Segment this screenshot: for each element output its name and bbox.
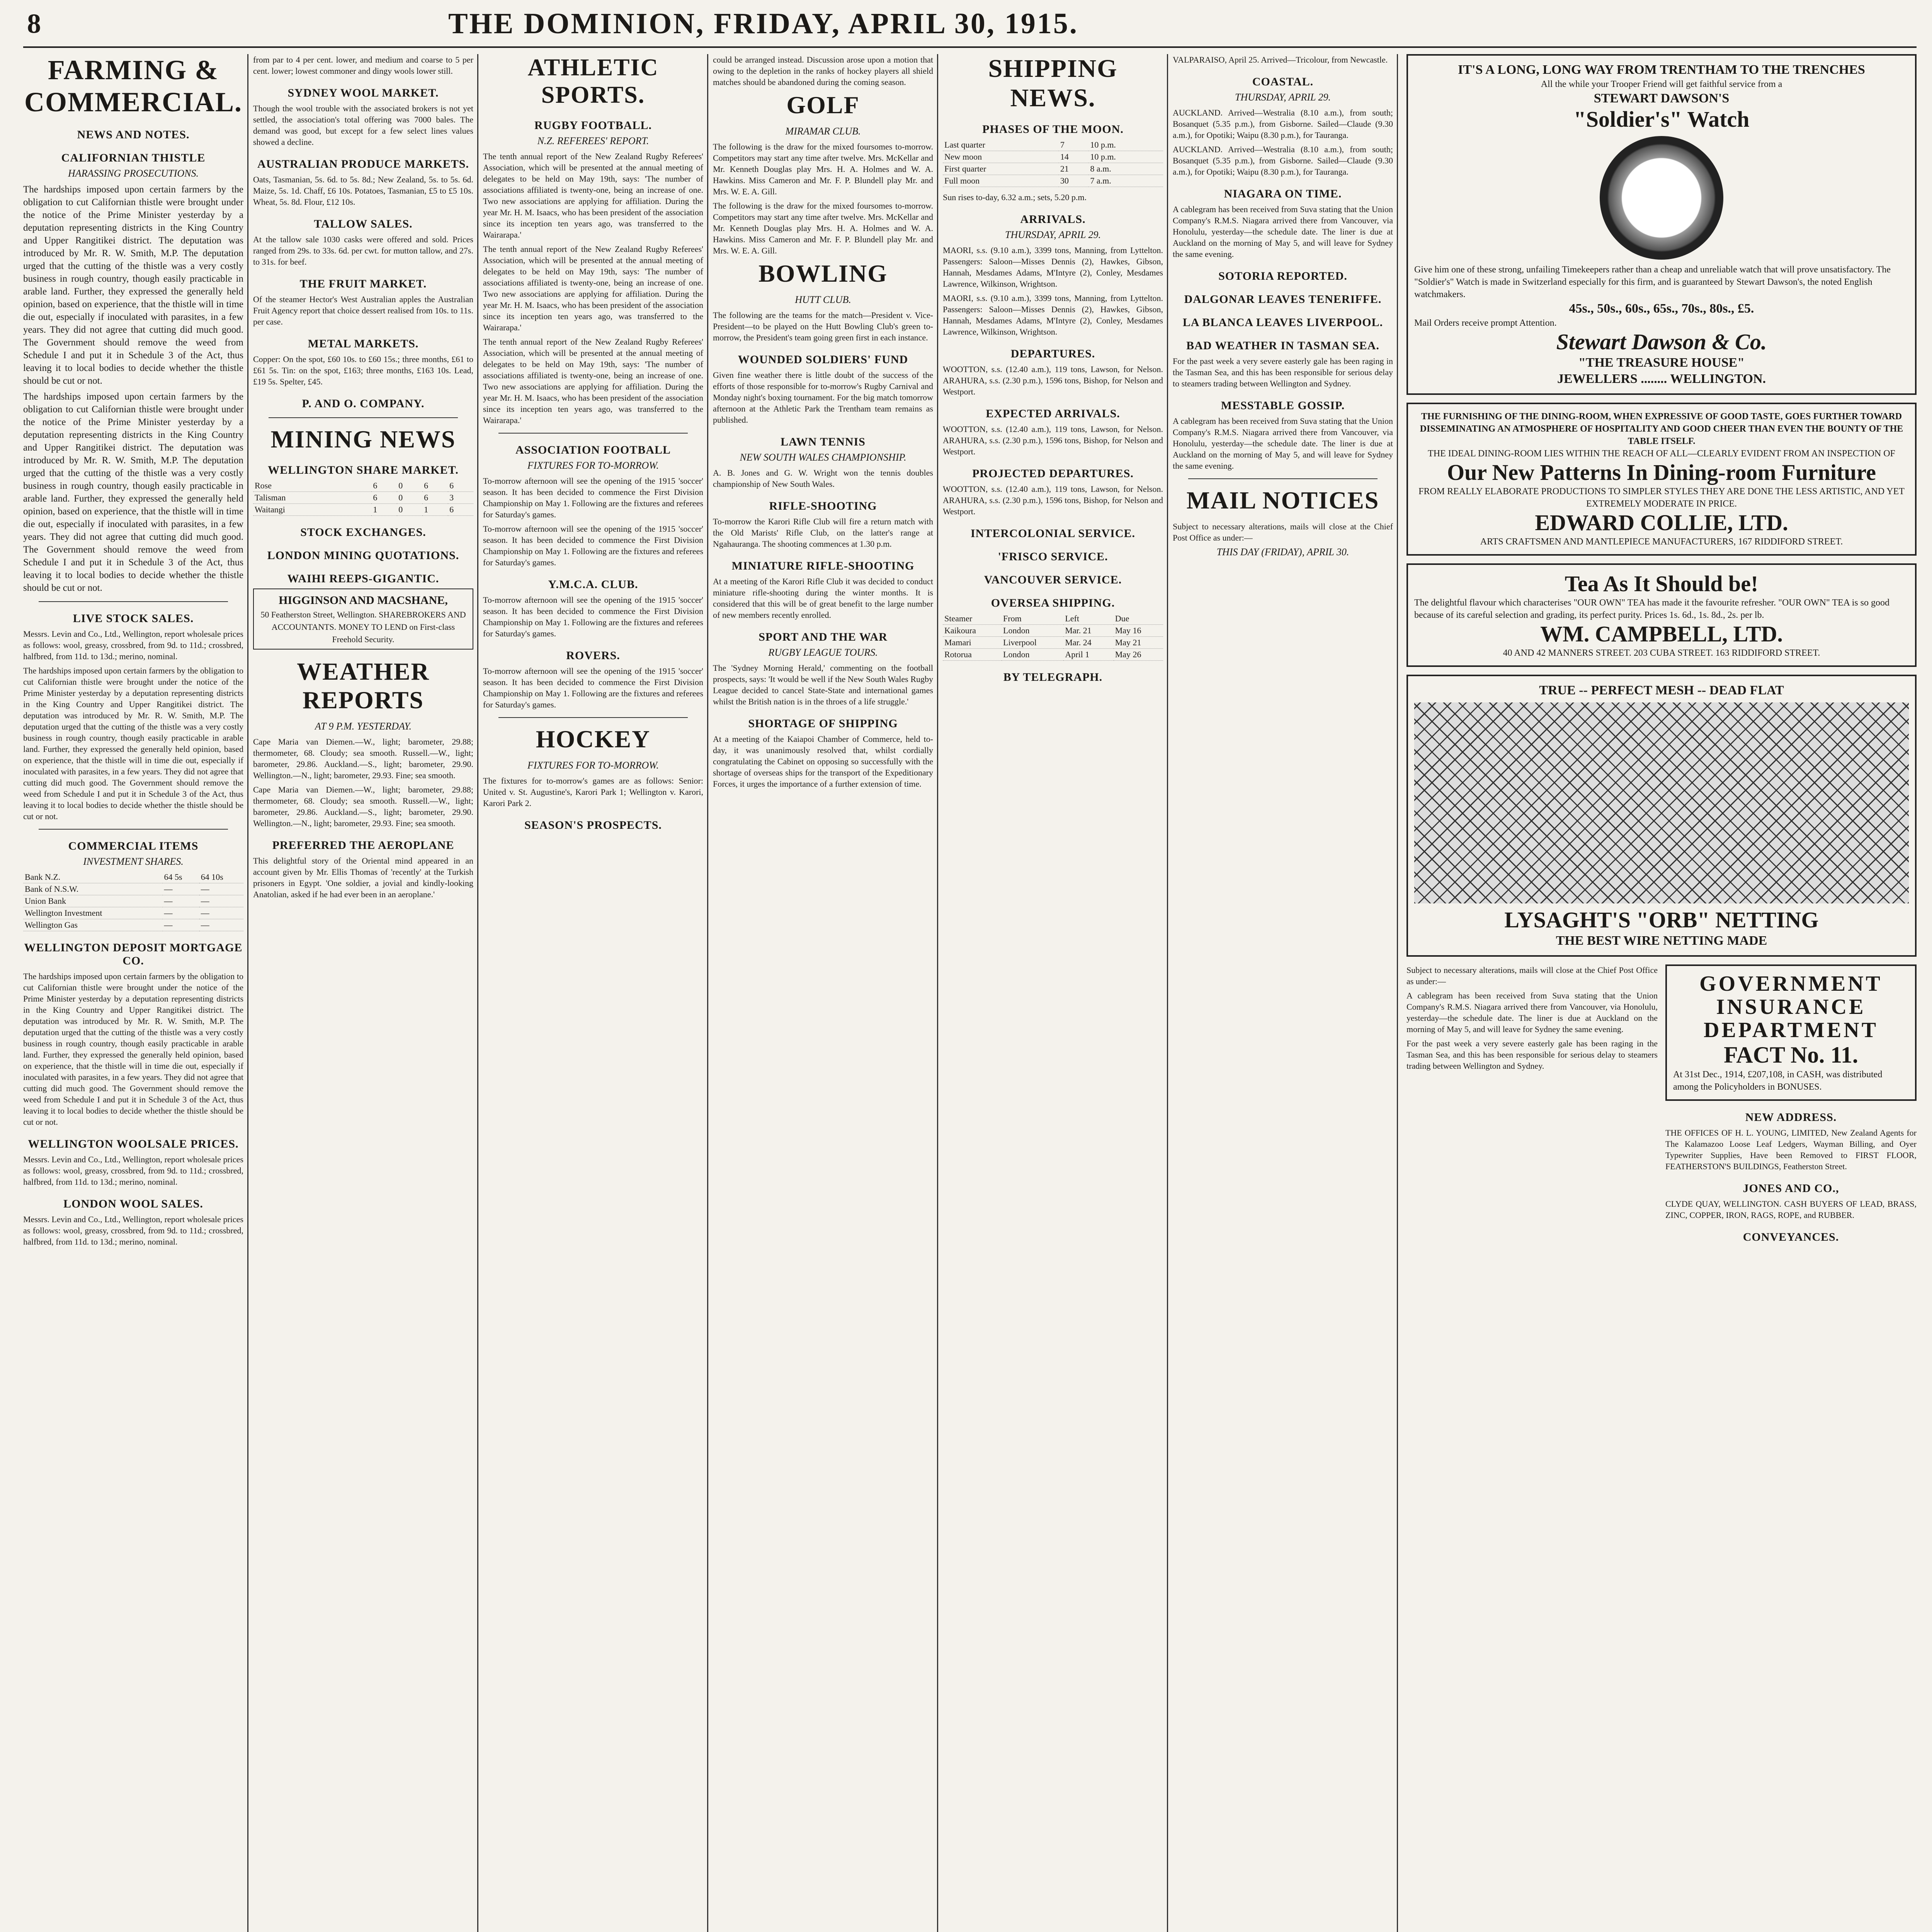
sport-war-subheading: RUGBY LEAGUE TOURS.: [768, 647, 878, 658]
table-cell: 64 10s: [199, 871, 243, 883]
share-row: [23, 883, 243, 895]
table-cell: Last quarter: [943, 139, 1059, 151]
table-cell: 6: [371, 480, 397, 492]
london-mining-heading: LONDON MINING QUOTATIONS.: [267, 549, 459, 562]
overseas-row: [943, 625, 1163, 637]
table-cell: —: [163, 895, 199, 907]
table-cell: 1: [422, 504, 448, 516]
table-cell: Mamari: [943, 637, 1002, 649]
table-cell: May 26: [1114, 649, 1163, 661]
column-rule: [707, 54, 708, 1932]
expected-arrivals-body: WOOTTON, s.s. (12.40 a.m.), 119 tons, Lawson, for Nelson. ARAHURA, s.s. (2.30 p.m.), 1596 tons, Bishop, for Nelson and Westport.: [943, 424, 1163, 456]
table-cell: April 1: [1063, 649, 1113, 661]
arrivals-body: MAORI, s.s. (9.10 a.m.), 3399 tons, Manning, from Lyttelton. Passengers: Saloon—Misses Dennis (2), Hawkes, Gibson, Hannah, Mesdames Adams, M'Intyre (2), Conley, Mesdames Lawrence, Wilkinson, Wrightson.: [943, 245, 1163, 289]
commercial-heading: COMMERCIAL ITEMS: [68, 840, 199, 852]
campbell-name: WM. CAMPBELL, LTD.: [1540, 621, 1783, 646]
dalgonar-heading: DALGONAR LEAVES TENERIFFE.: [1184, 293, 1382, 306]
london-wool-heading: LONDON WOOL SALES.: [63, 1197, 203, 1210]
new-address-body: THE OFFICES OF H. L. YOUNG, LIMITED, New Zealand Agents for The Kalamazoo Loose Leaf Ledgers, Wayman Billing, and Oyer Typewriter Supplies, Have been Removed to FIRST FLOOR, FEATHERSTON'S BUILDINGS, Featherston Street.: [1665, 1128, 1917, 1171]
messtable-heading: MESSTABLE GOSSIP.: [1221, 399, 1345, 412]
metal-markets-heading: METAL MARKETS.: [308, 337, 419, 350]
edward-collie-name: EDWARD COLLIE, LTD.: [1535, 510, 1788, 535]
table-cell: 3: [448, 492, 473, 504]
share-row: [23, 895, 243, 907]
bowling-body: The following are the teams for the match—President v. Vice-President—to be played on the Hutt Bowling Club's green to-morrow, the President's team going green first in each instance.: [713, 310, 933, 342]
column-shipping-cont: [1173, 54, 1393, 1932]
watch-ad-mail-orders: Mail Orders receive prompt Attention.: [1414, 318, 1557, 328]
furniture-ad-body: FROM REALLY ELABORATE PRODUCTIONS TO SIMPLER STYLES THEY ARE DONE THE LESS ARTISTIC, AND YET EXTREMELY MODERATE IN PRICE.: [1418, 486, 1905, 509]
hockey-title: HOCKEY: [536, 725, 651, 753]
table-cell: 7 a.m.: [1088, 175, 1163, 187]
column-adverts: [1406, 54, 1917, 1932]
column-shipping: [943, 54, 1163, 1932]
telegraph-heading: BY TELEGRAPH.: [1003, 671, 1103, 684]
hockey-body: The fixtures for to-morrow's games are as follows: Senior: United v. St. Augustine's, Karori Park 1; Wellington v. Karori, Karori Park 2.: [483, 776, 703, 808]
table-cell: Liverpool: [1002, 637, 1063, 649]
furniture-ad-headline: THE FURNISHING OF THE DINING-ROOM, WHEN EXPRESSIVE OF GOOD TASTE, GOES FURTHER TOWARD DISSEMINATING AN ATMOSPHERE OF HOSPITALITY AND GOOD CHEER THAN EVEN THE BOUNTY OF THE TABLE ITSELF.: [1420, 412, 1903, 446]
live-stock-heading: LIVE STOCK SALES.: [73, 612, 194, 625]
table-cell: Left: [1063, 613, 1113, 625]
mining-row: [253, 492, 473, 504]
blanca-heading: LA BLANCA LEAVES LIVERPOOL.: [1182, 316, 1383, 329]
metal-markets-body: Copper: On the spot, £60 10s. to £60 15s.; three months, £61 to £61 5s. Tin: on the spot, £163; three months, £163 10s. Lead, £19 5s. Spelter, £45.: [253, 354, 473, 386]
bowling-title: BOWLING: [758, 260, 888, 287]
shares-table: [23, 871, 243, 931]
lower-left-column: [1406, 964, 1658, 1247]
golf-title: GOLF: [786, 91, 860, 119]
aeroplane-body: This delightful story of the Oriental mind appeared in an account given by Mr. Ellis Thomas of 'recently' at the Turkish prisoners in Egypt. 'One soldier, a jovial and kindly-looking Anatolian, asked if he had ever been in an aeroplane.': [253, 856, 473, 899]
table-cell: 6: [448, 504, 473, 516]
section-title-athletic: ATHLETIC SPORTS.: [527, 54, 659, 108]
lysaght-netting-advert: [1406, 675, 1917, 957]
table-cell: May 16: [1114, 625, 1163, 637]
coastal-body: AUCKLAND. Arrived—Westralia (8.10 a.m.), from south; Bosanquet (5.35 p.m.), from Gisborne. Sailed—Claude (9.30 a.m.), for Opotiki; Waipu (8.30 p.m.), for Tauranga.: [1173, 108, 1393, 140]
moon-phase-row: [943, 139, 1163, 151]
divider: [269, 417, 458, 418]
mortgage-heading: WELLINGTON DEPOSIT MORTGAGE CO.: [24, 941, 243, 967]
table-cell: First quarter: [943, 163, 1059, 175]
treasure-house-tagline: "THE TREASURE HOUSE": [1578, 355, 1745, 370]
story-subtitle: HARASSING PROSECUTIONS.: [68, 168, 199, 179]
mining-table: [253, 480, 473, 516]
live-stock-body: Messrs. Levin and Co., Ltd., Wellington, report wholesale prices as follows: wool, greasy, crossbred, from 9d. to 11d.; crossbred, halfbred, from 11d. to 13d.; merino, nominal.: [23, 629, 243, 661]
column-rule: [1167, 54, 1168, 1932]
tasman-weather-body: For the past week a very severe easterly gale has been raging in the Tasman Sea, and this has been responsible for serious delay to steamers trading between Wellington and Sydney.: [1173, 356, 1393, 388]
intercolonial-heading: INTERCOLONIAL SERVICE.: [970, 527, 1136, 540]
campbell-address: 40 AND 42 MANNERS STREET. 203 CUBA STREET. 163 RIDDIFORD STREET.: [1503, 648, 1820, 658]
edward-collie-address: ARTS CRAFTSMEN AND MANTLEPIECE MANUFACTURERS, 167 RIDDIFORD STREET.: [1480, 537, 1843, 547]
page-number: 8: [27, 8, 41, 39]
table-cell: —: [199, 907, 243, 919]
table-cell: —: [199, 919, 243, 931]
mail-notices-continued: Subject to necessary alterations, mails will close at the Chief Post Office as under:—: [1406, 965, 1658, 986]
moon-table: [943, 139, 1163, 187]
rifle-body: To-morrow the Karori Rifle Club will fire a return match with the Old Marists' Rifle Club, on the latter's range at Ngahauranga. The shooting commences at 1.30 p.m.: [713, 517, 933, 549]
mail-notices-continued-2: A cablegram has been received from Suva stating that the Union Company's R.M.S. Niagara arrived there from Vancouver, via Honolulu, yesterday—the schedule date. The liner is due at Auckland on the morning of May 5, and will leave for Sydney the same evening.: [1406, 991, 1658, 1034]
expected-arrivals-heading: EXPECTED ARRIVALS.: [986, 407, 1120, 420]
table-cell: 0: [397, 480, 422, 492]
tea-ad-title: Tea As It Should be!: [1565, 571, 1759, 596]
watch-ad-intro: All the while your Trooper Friend will get faithful service from a: [1541, 79, 1782, 89]
association-subheading: FIXTURES FOR TO-MORROW.: [527, 460, 659, 471]
table-cell: Waitangi: [253, 504, 371, 516]
divider: [39, 601, 228, 602]
watch-ad-brand: STEWART DAWSON'S: [1594, 91, 1730, 105]
table-cell: 10 p.m.: [1088, 139, 1163, 151]
australian-produce-body: Oats, Tasmanian, 5s. 6d. to 5s. 8d.; New Zealand, 5s. to 5s. 6d. Maize, 5s. 1d. Chaff, £6 10s. Potatoes, Tasmanian, £5 to £5 10s. Wheat, 5s. 8d. Flour, £12 10s.: [253, 175, 473, 207]
tennis-subheading: NEW SOUTH WALES CHAMPIONSHIP.: [740, 452, 906, 463]
table-cell: 0: [397, 492, 422, 504]
stewart-dawson-logo: Stewart Dawson & Co.: [1556, 329, 1767, 354]
table-cell: 6: [371, 492, 397, 504]
table-cell: Rose: [253, 480, 371, 492]
overseas-table: [943, 613, 1163, 661]
jewellers-footer: JEWELLERS ........ WELLINGTON.: [1557, 372, 1766, 386]
shipping-shortage-heading: SHORTAGE OF SHIPPING: [748, 717, 898, 730]
rugby-subheading: N.Z. REFEREES' REPORT.: [537, 135, 649, 146]
table-cell: —: [163, 883, 199, 895]
table-cell: 10 p.m.: [1088, 151, 1163, 163]
miniature-rifle-body: At a meeting of the Karori Rifle Club it was decided to conduct miniature rifle-shooting during the winter months. It is considered that this will be of great benefit to the large number of new members recently enrolled.: [713, 577, 933, 620]
table-cell: Wellington Investment: [23, 907, 163, 919]
table-cell: Full moon: [943, 175, 1059, 187]
frisco-heading: 'FRISCO SERVICE.: [998, 550, 1108, 563]
watch-ad-product: "Soldier's" Watch: [1573, 107, 1750, 132]
weather-body-cont: Cape Maria van Diemen.—W., light; barometer, 29.88; thermometer, 68. Cloudy; sea smooth. Russell.—W., light; barometer, 29.86. Auckland.—S., light; barometer, 29.90. Wellington.—N., light; barometer, 29.93. Fine; sea smooth.: [253, 785, 473, 828]
table-cell: 64 5s: [163, 871, 199, 883]
insurance-bonus-text: At 31st Dec., 1914, £207,108, in CASH, was distributed among the Policyholders in BONUSES.: [1673, 1070, 1883, 1092]
table-cell: 30: [1059, 175, 1088, 187]
watch-ad-headline: IT'S A LONG, LONG WAY FROM TRENTHAM TO THE TRENCHES: [1458, 63, 1865, 77]
mail-notices-body: Subject to necessary alterations, mails will close at the Chief Post Office as under:—: [1173, 522, 1393, 543]
story-body-cont: The hardships imposed upon certain farmers by the obligation to cut Californian thistle were brought under the notice of the Prime Minister yesterday by a deputation representing districts in the King Country and Upper Rangitikei district. The deputation was introduced by Mr. R. W. Smith, M.P. The deputation urged that the cutting of the thistle was a very costly business in rough country, though easily practicable in arable land. Further, they expressed the generally held opinion, based on experience, that the thistle will in time die out, especially if inoculated with parasites, in a few years. They did not agree that cutting did much good. The Government should remove the weed from Schedule I and put it in Schedule 3 of the Act, thus leaving it to local bodies to decide whether the thistle should be cut or not.: [23, 391, 243, 593]
mail-notices-title: MAIL NOTICES: [1186, 486, 1379, 514]
rovers-heading: ROVERS.: [566, 649, 620, 662]
table-cell: Union Bank: [23, 895, 163, 907]
rugby-heading: RUGBY FOOTBALL.: [534, 119, 652, 132]
masthead: [23, 4, 1917, 48]
furniture-ad-sub: THE IDEAL DINING-ROOM LIES WITHIN THE REACH OF ALL—CLEARLY EVIDENT FROM AN INSPECTION OF: [1428, 449, 1895, 459]
tallow-body: At the tallow sale 1030 casks were offered and sold. Prices ranged from 29s. to 33s. 6d. per cwt. for mutton tallow, and 27s. to 31s. for beef.: [253, 235, 473, 267]
coastal-date: THURSDAY, APRIL 29.: [1235, 92, 1331, 103]
moon-phases-heading: PHASES OF THE MOON.: [982, 123, 1124, 136]
section-title-farming: FARMING & COMMERCIAL.: [24, 54, 242, 117]
table-cell: —: [163, 907, 199, 919]
waihi-heading: WAIHI REEPS-GIGANTIC.: [287, 572, 439, 585]
conveyances-heading: CONVEYANCES.: [1743, 1231, 1839, 1243]
tea-ad-body: The delightful flavour which characterises "OUR OWN" TEA has made it the favourite refresher. "OUR OWN" TEA is so good because of its careful selection and grading, its perfect purity. Prices 1s. 6d., 1s. 8d., 2s. per lb.: [1414, 598, 1889, 620]
wounded-fund-body: Given fine weather there is little doubt of the success of the efforts of those responsible for to-morrow's Rugby Carnival and Monday night's boxing tournament. For the big match tomorrow afternoon at the Athletic Park the Trentham team remains as published.: [713, 370, 933, 425]
wool-prices-heading: WELLINGTON WOOLSALE PRICES.: [28, 1138, 239, 1150]
table-cell: —: [199, 883, 243, 895]
arrivals-date: THURSDAY, APRIL 29.: [1005, 229, 1101, 240]
mining-row: [253, 480, 473, 492]
column-farming: [23, 54, 243, 1932]
table-cell: Rotorua: [943, 649, 1002, 661]
association-body: To-morrow afternoon will see the opening of the 1915 'soccer' season. It has been decided to commence the First Division Championship on May 1. Following are the fixtures and referees for Saturday's games.: [483, 476, 703, 519]
weather-subheading: AT 9 P.M. YESTERDAY.: [315, 721, 412, 732]
tallow-heading: TALLOW SALES.: [314, 218, 413, 230]
association-body-cont: To-morrow afternoon will see the opening of the 1915 'soccer' season. It has been decided to commence the First Division Championship on May 1. Following are the fixtures and referees for Saturday's games.: [483, 524, 703, 567]
moon-phase-row: [943, 163, 1163, 175]
stock-exchanges-heading: STOCK EXCHANGES.: [300, 526, 426, 539]
rifle-heading: RIFLE-SHOOTING: [769, 500, 877, 512]
table-cell: 8 a.m.: [1088, 163, 1163, 175]
tennis-body: A. B. Jones and G. W. Wright won the tennis doubles championship of New South Wales.: [713, 468, 933, 489]
table-cell: 7: [1059, 139, 1088, 151]
hockey-continued: could be arranged instead. Discussion arose upon a motion that owing to the depletion in the ranks of hockey players all shield matches should be abandoned during the coming season.: [713, 55, 933, 87]
golf-subheading: MIRAMAR CLUB.: [785, 126, 861, 137]
table-cell: Bank N.Z.: [23, 871, 163, 883]
table-cell: Due: [1114, 613, 1163, 625]
table-cell: From: [1002, 613, 1063, 625]
sun-times: Sun rises to-day, 6.32 a.m.; sets, 5.20 p.m.: [943, 192, 1087, 202]
story-body: The hardships imposed upon certain farmers by the obligation to cut Californian thistle were brought under the notice of the Prime Minister yesterday by a deputation representing districts in the King Country and Upper Rangitikei district. The deputation was introduced by Mr. R. W. Smith, M.P. The deputation urged that the cutting of the thistle was a very costly business in rough country, though easily practicable in arable land. Further, they expressed the generally held opinion, based on experience, that the thistle will in time die out, especially if inoculated with parasites, in a few years. They did not agree that cutting did much good. The Government should remove the weed from Schedule I and put it in Schedule 3 of the Act, thus leaving it to local bodies to decide whether the thistle should be cut or not.: [23, 184, 243, 386]
wounded-fund-heading: WOUNDED SOLDIERS' FUND: [738, 353, 908, 366]
moon-phase-row: [943, 151, 1163, 163]
netting-ad-tagline: THE BEST WIRE NETTING MADE: [1556, 934, 1767, 948]
mining-news-title: MINING NEWS: [270, 425, 456, 453]
sotoria-heading: SOTORIA REPORTED.: [1218, 270, 1347, 282]
arrivals-heading: ARRIVALS.: [1020, 213, 1086, 226]
departures-heading: DEPARTURES.: [1010, 347, 1095, 360]
tasman-weather-heading: BAD WEATHER IN TASMAN SEA.: [1186, 339, 1379, 352]
projected-departures-body: WOOTTON, s.s. (12.40 a.m.), 119 tons, Lawson, for Nelson. ARAHURA, s.s. (2.30 p.m.), 1596 tons, Bishop, for Nelson and Westport.: [943, 484, 1163, 516]
divider: [498, 433, 688, 434]
table-cell: 6: [422, 480, 448, 492]
government-insurance-title: GOVERNMENT INSURANCE DEPARTMENT: [1699, 972, 1883, 1042]
story-title: CALIFORNIAN THISTLE: [61, 151, 206, 164]
niagara-heading: NIAGARA ON TIME.: [1224, 187, 1342, 200]
london-wool-body: Messrs. Levin and Co., Ltd., Wellington, report wholesale prices as follows: wool, greasy, crossbred, from 9d. to 11d.; crossbred, halfbred, from 11d. to 13d.; merino, nominal.: [23, 1214, 243, 1247]
overseas-heading: OVERSEA SHIPPING.: [991, 597, 1115, 609]
sport-war-heading: SPORT AND THE WAR: [759, 631, 888, 643]
table-cell: 6: [422, 492, 448, 504]
table-cell: Talisman: [253, 492, 371, 504]
column-rule: [247, 54, 248, 1932]
weather-reports-title: WEATHER REPORTS: [297, 658, 430, 714]
shipping-shortage-body: At a meeting of the Kaiapoi Chamber of Commerce, held to-day, it was unanimously resolved that, whilst cordially congratulating the Cabinet on opposing so successfully with the shortage of overseas ships for the transport of the Expeditionary Forces, it urges the importance of a further extension of time.: [713, 734, 933, 789]
table-cell: Steamer: [943, 613, 1002, 625]
fruit-market-body: Of the steamer Hector's West Australian apples the Australian Fruit Agency report that choice dessert realised from 10s. to 11s. per case.: [253, 294, 473, 327]
column-sport: [713, 54, 933, 1932]
broker-name: HIGGINSON AND MACSHANE,: [279, 594, 448, 607]
column-athletic: [483, 54, 703, 1932]
projected-departures-heading: PROJECTED DEPARTURES.: [972, 467, 1134, 480]
watch-ad-prices: 45s., 50s., 60s., 65s., 70s., 80s., £5.: [1569, 301, 1754, 316]
jones-co-heading: JONES AND CO.,: [1743, 1182, 1839, 1195]
arrivals-body-cont: MAORI, s.s. (9.10 a.m.), 3399 tons, Manning, from Lyttelton. Passengers: Saloon—Misses Dennis (2), Hawkes, Gibson, Hannah, Mesdames Adams, M'Intyre (2), Conley, Mesdames Lawrence, Wilkinson, Wrightson.: [943, 293, 1163, 337]
table-cell: Bank of N.S.W.: [23, 883, 163, 895]
sydney-wool-body: Though the wool trouble with the associated brokers is not yet settled, the association's total offering was 7000 bales. The demand was good, but except for a few select lines values showed a decline.: [253, 104, 473, 147]
departures-body: WOOTTON, s.s. (12.40 a.m.), 119 tons, Lawson, for Nelson. ARAHURA, s.s. (2.30 p.m.), 1596 tons, Bishop, for Nelson and Westport.: [943, 364, 1163, 396]
lower-advert-row: [1406, 964, 1917, 1247]
mail-day: THIS DAY (FRIDAY), APRIL 30.: [1216, 546, 1349, 558]
campbell-tea-advert: [1406, 563, 1917, 667]
fruit-market-heading: THE FRUIT MARKET.: [299, 277, 427, 290]
ymca-body: To-morrow afternoon will see the opening of the 1915 'soccer' season. It has been decided to commence the First Division Championship on May 1. Following are the fixtures and referees for Saturday's games.: [483, 595, 703, 638]
netting-ad-headline: TRUE -- PERFECT MESH -- DEAD FLAT: [1539, 683, 1784, 697]
table-cell: New moon: [943, 151, 1059, 163]
new-address-heading: NEW ADDRESS.: [1745, 1111, 1837, 1124]
rugby-body-cont2: The tenth annual report of the New Zealand Rugby Referees' Association, which will be presented at the annual meeting of delegates to be held on May 19th, says: 'The number of associations affiliated is twenty-one, being an increase of one. Two new associations are applying for affiliation. During the year Mr. H. M. Isaacs, who has been president of the association since its inception ten years ago, was transferred to the Wairarapa.': [483, 337, 703, 425]
investment-subheading: INVESTMENT SHARES.: [83, 856, 184, 867]
divider: [39, 829, 228, 830]
table-cell: 1: [371, 504, 397, 516]
coastal-heading: COASTAL.: [1252, 75, 1314, 88]
watch-ad-body: Give him one of these strong, unfailing Timekeepers rather than a cheap and unreliable watch that will prove unsatisfactory. The "Soldier's" Watch is made in Switzerland especially for this firm, and is guaranteed by Stewart Dawson's, the noted English watchmakers.: [1414, 265, 1891, 299]
table-cell: 21: [1059, 163, 1088, 175]
table-cell: 6: [448, 480, 473, 492]
table-cell: Mar. 24: [1063, 637, 1113, 649]
jones-co-body: CLYDE QUAY, WELLINGTON. CASH BUYERS OF LEAD, BRASS, ZINC, COPPER, IRON, RAGS, ROPE, and RUBBER.: [1665, 1199, 1917, 1220]
mail-notices-continued-3: For the past week a very severe easterly gale has been raging in the Tasman Sea, and this has been responsible for serious delay to steamers trading between Wellington and Sydney.: [1406, 1039, 1658, 1071]
rugby-body: The tenth annual report of the New Zealand Rugby Referees' Association, which will be presented at the annual meeting of delegates to be held on May 19th, says: 'The number of associations affiliated is twenty-one, being an increase of one. Two new associations are applying for affiliation. During the year Mr. H. M. Isaacs, who has been president of the association since its inception ten years ago, was transferred to the Wairarapa.': [483, 151, 703, 240]
golf-body-cont: The following is the draw for the mixed foursomes to-morrow. Competitors may start any time after twelve. Mrs. McKellar and Mr. Kenneth Douglas play Mrs. H. A. Holmes and W. A. Hawkins. Miss Cameron and Mr. F. P. Blundell play Mr. and Mrs. W. E. A. Gill.: [713, 201, 933, 255]
table-cell: 14: [1059, 151, 1088, 163]
table-cell: Mar. 21: [1063, 625, 1113, 637]
live-stock-body-cont: The hardships imposed upon certain farmers by the obligation to cut Californian thistle were brought under the notice of the Prime Minister yesterday by a deputation representing districts in the King Country and Upper Rangitikei district. The deputation was introduced by Mr. R. W. Smith, M.P. The deputation urged that the cutting of the thistle was a very costly business in rough country, though easily practicable in arable land. Further, they expressed the generally held opinion, based on experience, that the thistle will in time die out, especially if inoculated with parasites, in a few years. They did not agree that cutting did much good. The Government should remove the weed from Schedule I and put it in Schedule 3 of the Act, thus leaving it to local bodies to decide whether the thistle should be cut or not.: [23, 666, 243, 821]
table-cell: Wellington Gas: [23, 919, 163, 931]
market-intro: from par to 4 per cent. lower, and medium and coarse to 5 per cent. lower; lowest commoner and dingy wools lower still.: [253, 55, 473, 76]
share-row: [23, 871, 243, 883]
broker-text: 50 Featherston Street, Wellington. SHAREBROKERS AND ACCOUNTANTS. MONEY TO LEND on First-class Freehold Security.: [260, 610, 466, 644]
share-market-heading: WELLINGTON SHARE MARKET.: [268, 464, 459, 476]
aeroplane-heading: PREFERRED THE AEROPLANE: [272, 839, 454, 852]
wire-netting-roll-image: [1414, 702, 1909, 903]
rovers-body: To-morrow afternoon will see the opening of the 1915 'soccer' season. It has been decided to commence the First Division Championship on May 1. Following are the fixtures and referees for Saturday's games.: [483, 666, 703, 709]
column-markets: [253, 54, 473, 1932]
furniture-ad-title: Our New Patterns In Dining-room Furniture: [1447, 460, 1876, 485]
divider: [1188, 478, 1378, 479]
table-cell: —: [163, 919, 199, 931]
newspaper-title: THE DOMINION, FRIDAY, APRIL 30, 1915.: [448, 7, 1078, 40]
rugby-body-cont: The tenth annual report of the New Zealand Rugby Referees' Association, which will be presented at the annual meeting of delegates to be held on May 19th, says: 'The number of associations affiliated is twenty-one, being an increase of one. Two new associations are applying for affiliation. During the year Mr. H. M. Isaacs, who has been president of the association since its inception ten years ago, was transferred to the Wairarapa.': [483, 244, 703, 332]
sydney-wool-heading: SYDNEY WOOL MARKET.: [287, 87, 439, 99]
australian-produce-heading: AUSTRALIAN PRODUCE MARKETS.: [257, 158, 469, 170]
table-cell: London: [1002, 625, 1063, 637]
association-heading: ASSOCIATION FOOTBALL: [515, 444, 671, 456]
edward-collie-advert: [1406, 403, 1917, 556]
weather-body: Cape Maria van Diemen.—W., light; barometer, 29.88; thermometer, 68. Cloudy; sea smooth. Russell.—W., light; barometer, 29.86. Auckland.—S., light; barometer, 29.90. Wellington.—N., light; barometer, 29.93. Fine; sea smooth.: [253, 737, 473, 780]
table-cell: —: [199, 895, 243, 907]
mining-row: [253, 504, 473, 516]
po-company-heading: P. AND O. COMPANY.: [302, 397, 425, 410]
pocket-watch-image: [1600, 136, 1723, 260]
table-cell: 0: [397, 504, 422, 516]
overseas-row: [943, 649, 1163, 661]
ymca-heading: Y.M.C.A. CLUB.: [548, 578, 638, 591]
stewart-dawson-advert: [1406, 54, 1917, 395]
table-cell: Kaikoura: [943, 625, 1002, 637]
table-cell: London: [1002, 649, 1063, 661]
lower-right-column: [1665, 964, 1917, 1247]
table-cell: May 21: [1114, 637, 1163, 649]
share-row: [23, 907, 243, 919]
divider: [498, 717, 688, 718]
vancouver-heading: VANCOUVER SERVICE.: [984, 573, 1122, 586]
mortgage-body: The hardships imposed upon certain farmers by the obligation to cut Californian thistle were brought under the notice of the Prime Minister yesterday by a deputation representing districts in the King Country and Upper Rangitikei district. The deputation was introduced by Mr. R. W. Smith, M.P. The deputation urged that the cutting of the thistle was a very costly business in rough country, though easily practicable in arable land. Further, they expressed the generally held opinion, based on experience, that the thistle will in time die out, especially if inoculated with parasites, in a few years. They did not agree that cutting did much good. The Government should remove the weed from Schedule I and put it in Schedule 3 of the Act, thus leaving it to local bodies to decide whether the thistle should be cut or not.: [23, 971, 243, 1127]
tennis-heading: LAWN TENNIS: [781, 435, 866, 448]
section-title-shipping: SHIPPING NEWS.: [988, 54, 1118, 112]
miniature-rifle-heading: MINIATURE RIFLE-SHOOTING: [731, 560, 915, 572]
column-rule: [1397, 54, 1398, 1932]
sport-war-body: The 'Sydney Morning Herald,' commenting on the football prospects, says: 'It would be well if the New South Wales Rugby League decided to cancel State-State and international games whilst the British nation is in the throes of a life struggle.': [713, 663, 933, 706]
golf-body: The following is the draw for the mixed foursomes to-morrow. Competitors may start any time after twelve. Mrs. McKellar and Mr. Kenneth Douglas play Mrs. H. A. Holmes and W. A. Hawkins. Miss Cameron and Mr. F. P. Blundell play Mr. and Mrs. W. E. A. Gill.: [713, 142, 933, 196]
moon-phase-row: [943, 175, 1163, 187]
column-rule: [937, 54, 938, 1932]
share-row: [23, 919, 243, 931]
valparaiso-note: VALPARAISO, April 25. Arrived—Tricolour, from Newcastle.: [1173, 55, 1388, 65]
fact-number: FACT No. 11.: [1724, 1042, 1858, 1068]
niagara-body: A cablegram has been received from Suva stating that the Union Company's R.M.S. Niagara arrived there from Vancouver, via Honolulu, yesterday—the schedule date. The liner is due at Auckland on the morning of May 5, and will leave for Sydney the same evening.: [1173, 204, 1393, 259]
government-insurance-advert: [1665, 964, 1917, 1101]
overseas-row: [943, 637, 1163, 649]
lysaght-name: LYSAGHT'S "ORB" NETTING: [1504, 907, 1819, 932]
hockey-subheading: FIXTURES FOR TO-MORROW.: [527, 760, 659, 771]
broker-advert: [253, 588, 473, 650]
coastal-body-cont: AUCKLAND. Arrived—Westralia (8.10 a.m.), from south; Bosanquet (5.35 p.m.), from Gisborne. Sailed—Claude (9.30 a.m.), for Opotiki; Waipu (8.30 p.m.), for Tauranga.: [1173, 145, 1393, 177]
overseas-row: [943, 613, 1163, 625]
bowling-subheading: HUTT CLUB.: [795, 294, 851, 305]
season-prospects-heading: SEASON'S PROSPECTS.: [524, 819, 662, 832]
column-rule: [477, 54, 478, 1932]
wool-prices-body: Messrs. Levin and Co., Ltd., Wellington, report wholesale prices as follows: wool, greasy, crossbred, from 9d. to 11d.; crossbred, halfbred, from 11d. to 13d.; merino, nominal.: [23, 1155, 243, 1187]
messtable-body: A cablegram has been received from Suva stating that the Union Company's R.M.S. Niagara arrived there from Vancouver, via Honolulu, yesterday—the schedule date. The liner is due at Auckland on the morning of May 5, and will leave for Sydney the same evening.: [1173, 416, 1393, 471]
news-notes-heading: NEWS AND NOTES.: [77, 128, 190, 141]
